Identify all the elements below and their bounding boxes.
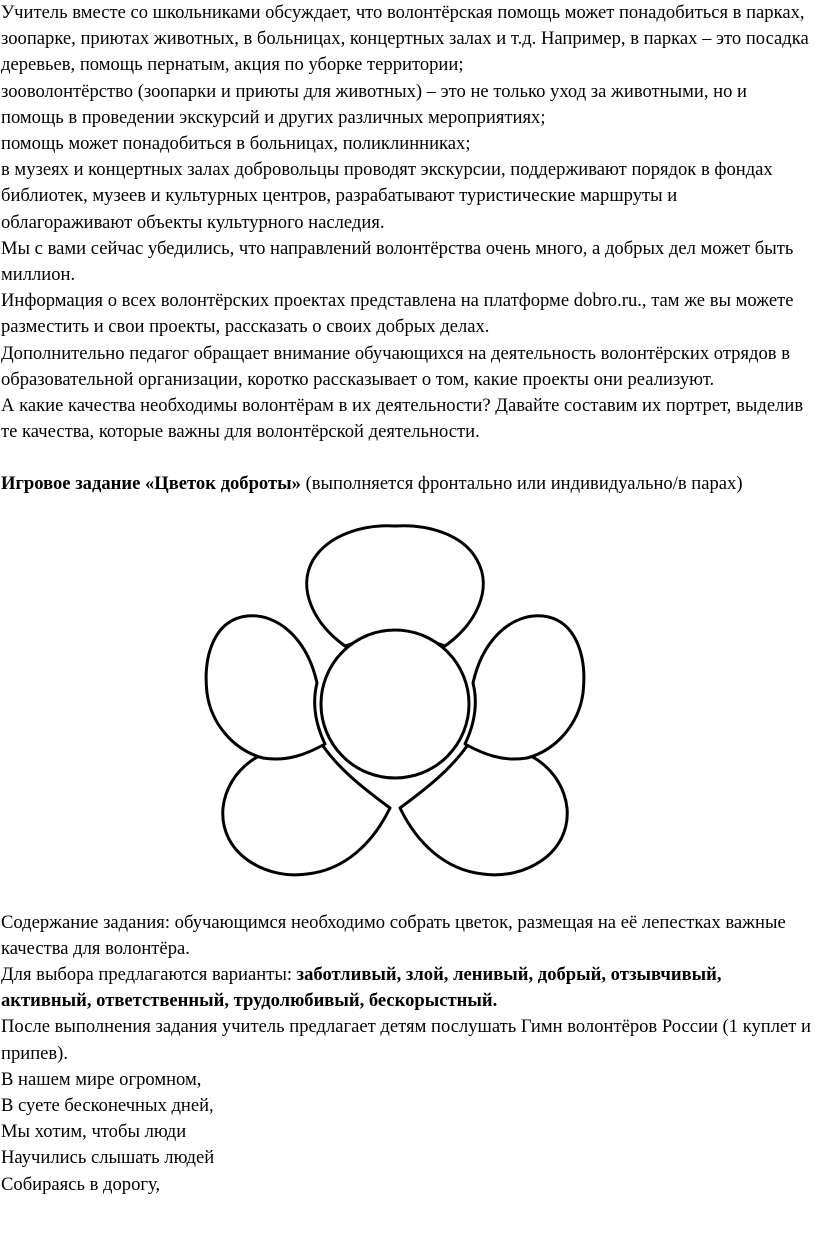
options-line [1, 962, 812, 1014]
intro-paragraph: Дополнительно педагог обращает внимание обучающихся на деятельность волонтёрских отрядов в образовательной организации, коротко рассказывает о том, какие проекты они реализуют. [1, 342, 790, 390]
intro-paragraph: Информация о всех волонтёрских проектах представлена на платформе dobro.ru., там же вы можете разместить и свои проекты, рассказать о своих добрых делах. [1, 290, 794, 338]
blank-line [1, 445, 812, 471]
options-prefix: Для выбора предлагаются варианты: [1, 964, 297, 986]
flower-image [195, 518, 595, 898]
task-heading [1, 471, 812, 497]
flower-illustration [0, 498, 816, 910]
intro-paragraph: помощь может понадобиться в больницах, поликлинниках; [1, 133, 471, 155]
intro-paragraph: зооволонтёрство (зоопарки и приюты для животных) – это не только уход за животными, но и помощь в проведении экскурсий и других различных мероприятиях; [1, 80, 747, 128]
song-line: В нашем мире огромном, [1, 1068, 202, 1090]
task-title: Игровое задание «Цветок доброты» [1, 473, 301, 495]
song-line: Научились слышать людей [1, 1147, 215, 1169]
options-list: заботливый, злой, ленивый, добрый, отзывчивый, активный, ответственный, трудолюбивый, бескорыстный. [1, 964, 722, 1012]
task-note: (выполняется фронтально или индивидуально/в парах) [300, 473, 743, 495]
intro-paragraph: Учитель вместе со школьниками обсуждает, что волонтёрская помощь может понадобиться в парках, зоопарке, приютах животных, в больницах, концертных залах и т.д. Например, в парках – это посадка деревьев, помощь пернатым, акция по уборке территории; [1, 2, 809, 76]
task-description-section [0, 910, 816, 1198]
flower-petal [206, 615, 325, 758]
intro-section [0, 0, 816, 498]
song-line: Мы хотим, чтобы люди [1, 1121, 187, 1143]
song-line: В суете бесконечных дней, [1, 1095, 214, 1117]
intro-paragraph: А какие качества необходимы волонтёрам в их деятельности? Давайте составим их портрет, выделив те качества, которые важны для волонтёрской деятельности. [1, 395, 804, 443]
anthem-text: После выполнения задания учитель предлагает детям послушать Гимн волонтёров России (1 куплет и припев). [1, 1016, 811, 1064]
flower-petal [465, 615, 584, 758]
flower-center [321, 630, 469, 778]
song-line: Собираясь в дорогу, [1, 1173, 161, 1195]
task-content-text: Содержание задания: обучающимся необходимо собрать цветок, размещая на её лепестках важные качества для волонтёра. [1, 911, 786, 959]
intro-paragraph: Мы с вами сейчас убедились, что направлений волонтёрства очень много, а добрых дел может быть миллион. [1, 237, 794, 286]
flower-petal [307, 525, 484, 645]
intro-paragraph: в музеях и концертных залах добровольцы проводят экскурсии, поддерживают порядок в фондах библиотек, музеев и культурных центров, разрабатывают туристические маршруты и облагораживают объекты культурного наследия. [1, 159, 773, 233]
